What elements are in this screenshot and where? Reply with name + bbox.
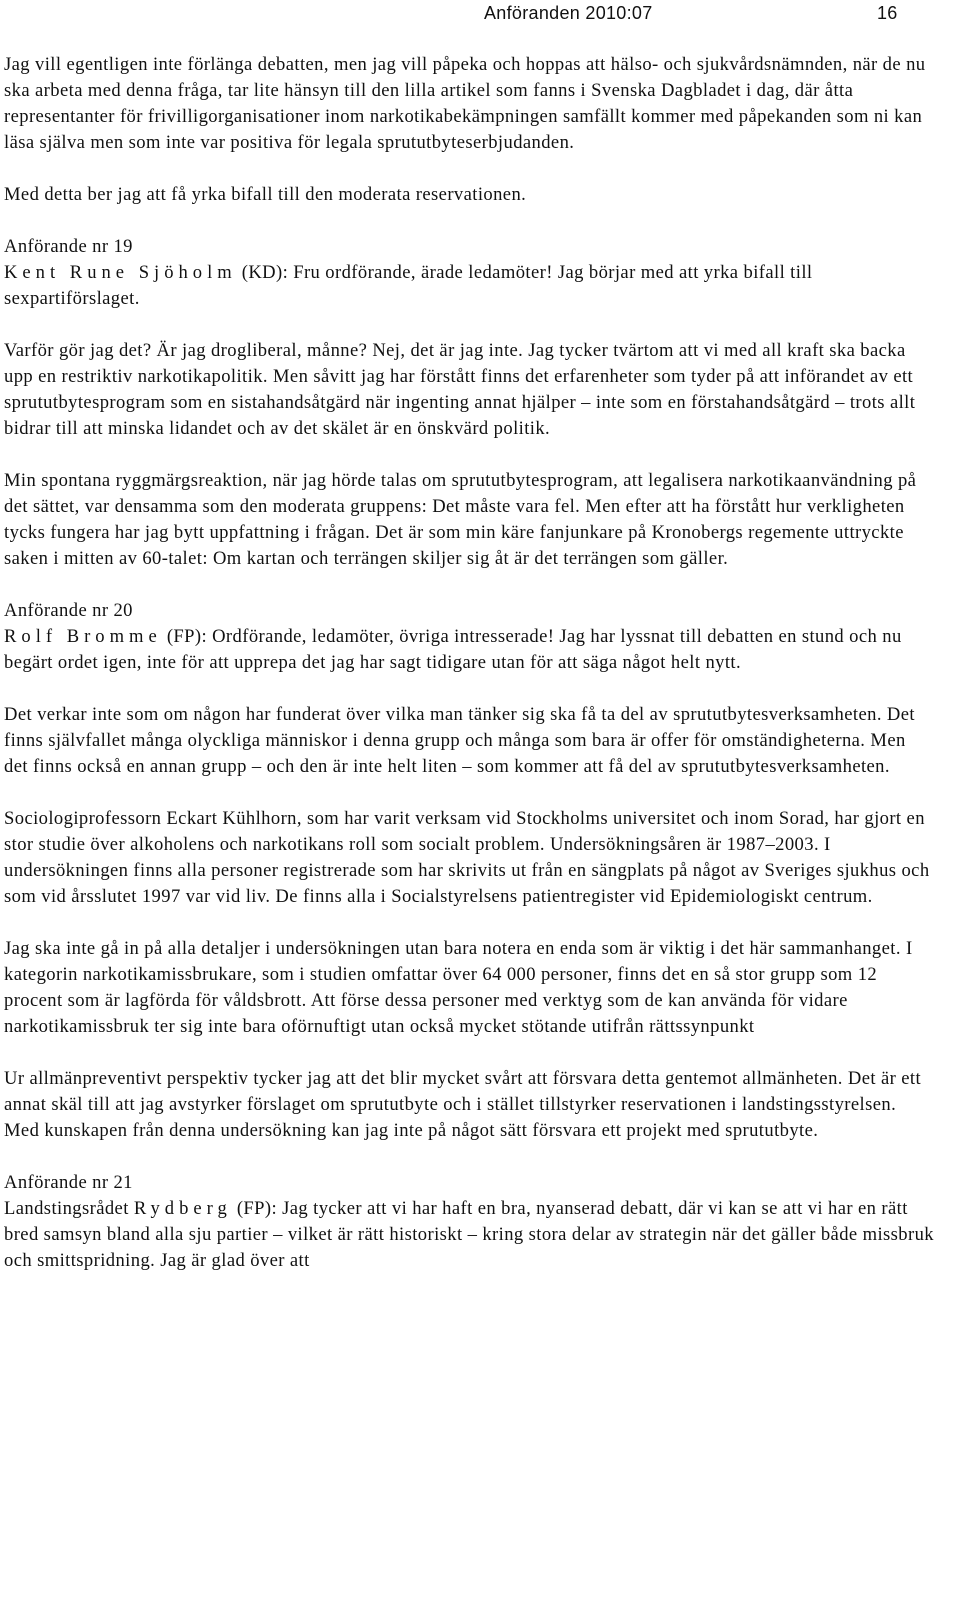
paragraph: Jag ska inte gå in på alla detaljer i undersökningen utan bara notera en enda som är viktig i det här sammanhanget. I kategorin narkotikamissbrukare, som i studien omfattar över 64 000 personer, finns det en så stor grupp som 12 procent som är lagförda för våldsbrott. Att förse dessa personer med verktyg som de kan använda för vidare narkotikamissbruk ter sig inte bara oförnuftigt utan också mycket stötande utifrån rättssynpunkt	[4, 938, 913, 1037]
paragraph: Det verkar inte som om någon har funderat över vilka man tänker sig ska få ta del av sprututbytesverksamheten. Det finns självfallet många olyckliga människor i denna grupp och många som bara är offer för omständigheterna. Men det finns också en annan grupp – och den är inte helt liten – som kommer att få del av sprututbytesverksamheten.	[4, 704, 915, 777]
paragraph: Varför gör jag det? Är jag drogliberal, månne? Nej, det är jag inte. Jag tycker tvärtom att vi med all kraft ska backa upp en restriktiv narkotikapolitik. Men såvitt jag har förstått finns det erfarenheter som tyder på att införandet av ett sprututbytesprogram som en sistahandsåtgärd när ingenting annat hjälper – inte som en förstahandsåtgärd – trots allt bidrar till att minska lidandet och av det skälet är en önskvärd politik.	[4, 340, 916, 439]
document-body	[4, 52, 934, 1300]
page-header	[0, 0, 960, 26]
speaker-name: Rolf Bromme	[4, 626, 162, 647]
speech-intro	[4, 260, 934, 312]
speech-19	[4, 234, 934, 312]
speech-intro	[4, 1196, 934, 1274]
speaker-title: Landstingsrådet	[4, 1198, 134, 1219]
page-number: 16	[877, 3, 898, 23]
document-title: Anföranden 2010:07	[484, 3, 653, 23]
speech-intro-text: (FP): Jag tycker att vi har haft en bra, nyanserad debatt, där vi kan se att vi har en rätt bred samsyn bland alla sju partier – vilket är rätt historiskt – kring stora delar av strategin när det gäller både missbruk och smittspridning. Jag är glad över att	[4, 1198, 934, 1271]
paragraph: Ur allmänpreventivt perspektiv tycker jag att det blir mycket svårt att försvara detta gentemot allmänheten. Det är ett annat skäl till att jag avstyrker förslaget om sprututbyte och i stället tillstyrker reservationen i landstingsstyrelsen. Med kunskapen från denna undersökning kan jag inte på något sätt försvara ett projekt med sprututbyte.	[4, 1068, 922, 1141]
speech-heading: Anförande nr 21	[4, 1172, 133, 1193]
speech-heading: Anförande nr 19	[4, 236, 133, 257]
paragraph: Med detta ber jag att få yrka bifall till den moderata reservationen.	[4, 184, 527, 205]
speech-heading: Anförande nr 20	[4, 600, 133, 621]
paragraph: Min spontana ryggmärgsreaktion, när jag hörde talas om sprututbytesprogram, att legalisera narkotikaanvändning på det sättet, var densamma som den moderata gruppens: Det måste vara fel. Men efter att ha förstått hur verkligheten tycks fungera har jag bytt uppfattning i frågan. Det är som min käre fanjunkare på Kronobergs regemente uttryckte saken i mitten av 60-talet: Om kartan och terrängen skiljer sig åt är det terrängen som gäller.	[4, 470, 917, 569]
speech-intro-text: (KD): Fru ordförande, ärade ledamöter! Jag börjar med att yrka bifall till sexpartiförslaget.	[4, 262, 813, 309]
speech-intro-text: (FP): Ordförande, ledamöter, övriga intresserade! Jag har lyssnat till debatten en stund och nu begärt ordet igen, inte för att upprepa det jag har sagt tidigare utan för att säga något helt nytt.	[4, 626, 902, 673]
speech-20	[4, 598, 934, 676]
speaker-name: Rydberg	[133, 1198, 232, 1219]
speech-21	[4, 1170, 934, 1274]
paragraph: Sociologiprofessorn Eckart Kühlhorn, som har varit verksam vid Stockholms universitet och inom Sorad, har gjort en stor studie över alkoholens och narkotikans roll som socialt problem. Undersökningsåren är 1987–2003. I undersökningen finns alla personer registrerade som har skrivits ut från en sängplats på något av Sveriges sjukhus och som vid årsslutet 1997 var vid liv. De finns alla i Socialstyrelsens patientregister vid Epidemiologiskt centrum.	[4, 808, 930, 907]
speaker-name: Kent Rune Sjöholm	[4, 262, 237, 283]
speech-intro	[4, 624, 934, 676]
paragraph: Jag vill egentligen inte förlänga debatten, men jag vill påpeka och hoppas att hälso- och sjukvårdsnämnden, när de nu ska arbeta med denna fråga, tar lite hänsyn till den lilla artikel som fanns i Svenska Dagbladet i dag, där åtta representanter för frivilligorganisationer inom narkotikabekämpningen samfällt kommer med påpekanden som ni kan läsa själva men som inte var positiva för legala sprututbyteserbjudanden.	[4, 54, 926, 153]
